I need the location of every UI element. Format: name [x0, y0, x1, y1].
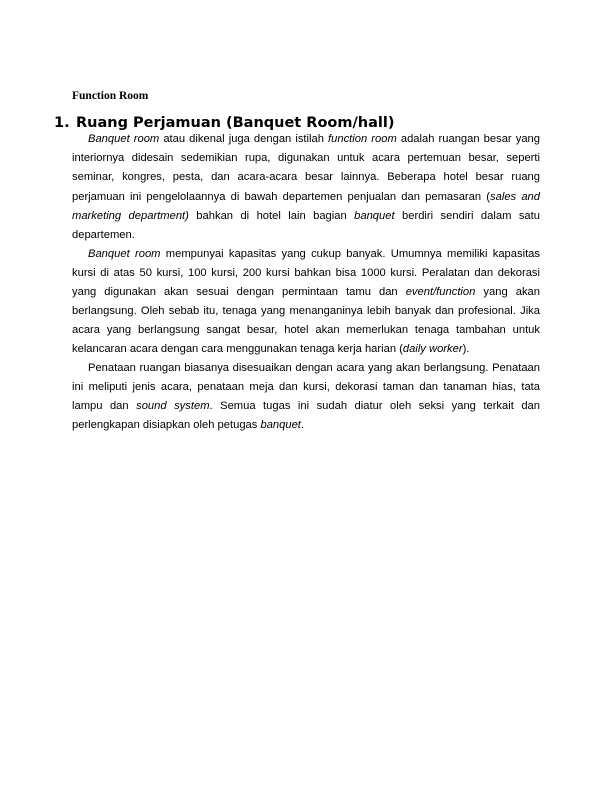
text-run: atau dikenal juga dengan istilah	[159, 133, 329, 145]
section-body	[72, 130, 540, 435]
italic-term: function room	[328, 133, 397, 145]
text-run: berdiri sendiri dalam satu departemen.	[72, 209, 540, 242]
paragraph-1	[72, 130, 540, 245]
section-heading-text: Ruang Perjamuan (Banquet Room/hall)	[76, 115, 395, 131]
italic-term: Banquet room	[88, 248, 161, 261]
italic-term: event/function	[405, 286, 476, 299]
document-title: Function Room	[72, 90, 149, 102]
text-run: adalah ruangan besar yang interiornya didesain sedemikian rupa, digunakan untuk acara pertemuan besar, seperti seminar, kongres, pesta, dan acara-acara besar lainnya. Beberapa hotel besar ruang perjamuan ini pengelolaannya di bawah departemen penjualan dan pemasaran (	[72, 133, 540, 203]
italic-term: banquet	[260, 419, 301, 432]
text-run: . Semua tugas ini sudah diatur oleh seksi yang terkait dan perlengkapan disiapkan oleh petugas	[72, 400, 540, 432]
italic-term: daily worker	[402, 343, 463, 356]
text-run: mempunyai kapasitas yang cukup banyak. Umumnya memiliki kapasitas kursi di atas 50 kursi, 100 kursi, 200 kursi bahkan bisa 1000 kursi. Peralatan dan dekorasi yang digunakan akan sesuai dengan permintaan tamu dan	[72, 248, 540, 299]
italic-term: sound system	[136, 400, 210, 413]
text-run: Penataan ruangan biasanya disesuaikan dengan acara yang akan berlangsung. Penataan ini meliputi jenis acara, penataan meja dan kursi, dekorasi taman dan tanaman hias, tata lampu dan	[72, 362, 540, 413]
italic-term: sales and marketing department)	[72, 190, 540, 222]
paragraph-3	[72, 359, 540, 435]
text-run: bahkan di hotel lain bagian	[188, 209, 355, 222]
text-run: .	[300, 419, 305, 432]
text-run: yang akan berlangsung. Oleh sebab itu, tenaga yang menanganinya lebih banyak dan profesional. Jika acara yang berlangsung sangat besar, hotel akan memerlukan tenaga tambahan untuk kelancaran acara dengan cara menggunakan tenaga kerja harian (	[72, 286, 540, 356]
italic-term: Banquet room	[88, 133, 160, 145]
paragraph-2	[72, 245, 540, 359]
section-number: 1.	[54, 115, 70, 131]
text-run: ).	[462, 343, 470, 356]
italic-term: banquet	[354, 209, 395, 222]
